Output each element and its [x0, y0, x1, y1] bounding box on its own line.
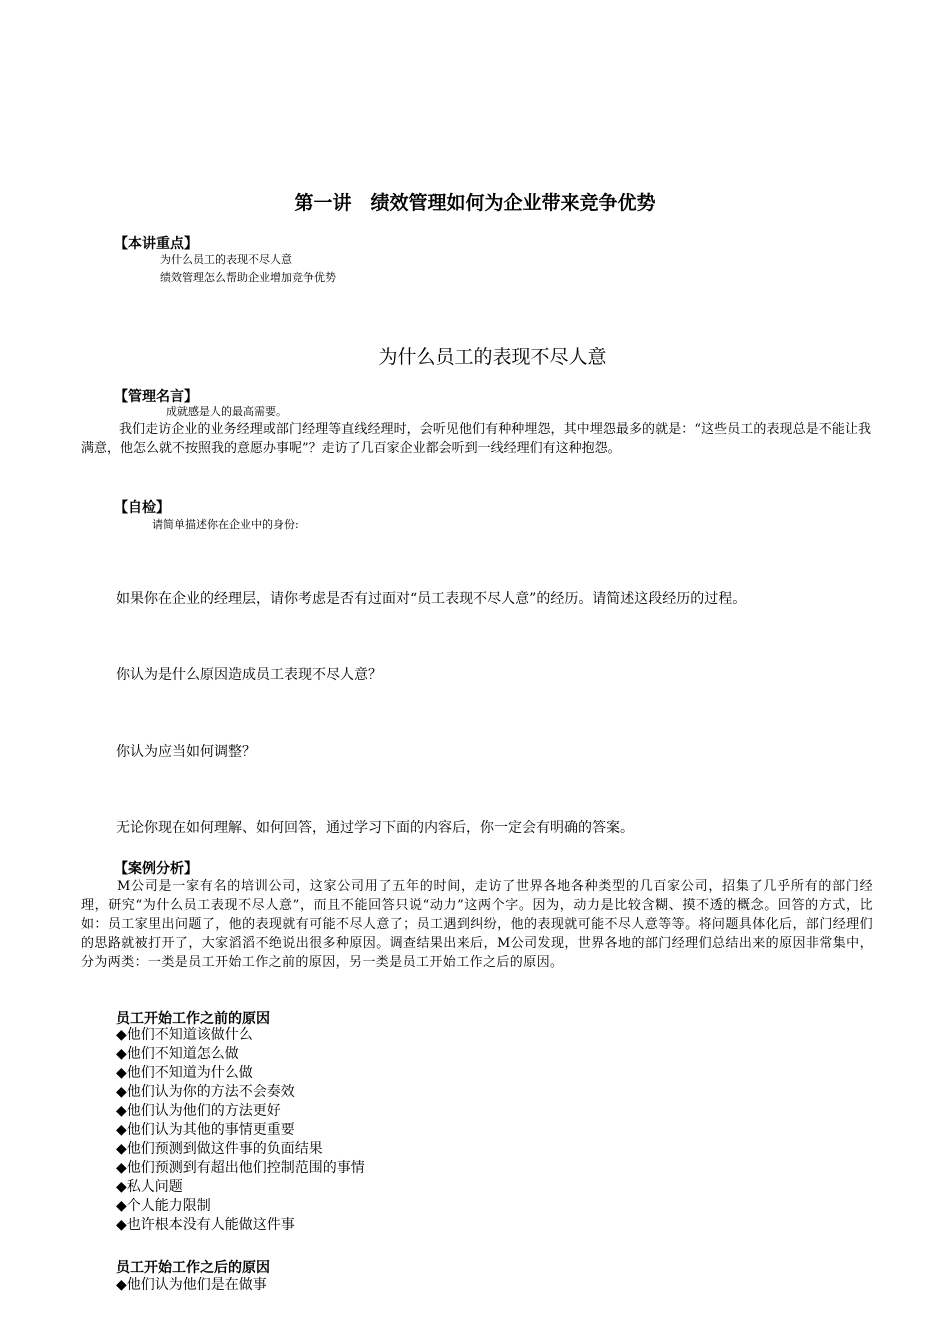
intro-paragraph: 我们走访企业的业务经理或部门经理等直线经理时，会听见他们有种种埋怨，其中埋怨最多的就是：“这些员工的表现总是不能让我满意，他怎么就不按照我的意愿办事呢”？走访了几百家企业都会听到一线经理们有这种抱怨。 — [81, 422, 871, 456]
list-item: ◆他们预测到做这件事的负面结果 — [116, 1141, 323, 1157]
list-item: ◆他们认为他们是在做事 — [116, 1277, 267, 1293]
key-points-tag: 【本讲重点】 — [114, 236, 198, 252]
question-1: 如果你在企业的经理层，请你考虑是否有过面对“员工表现不尽人意”的经历。请简述这段经历的过程。 — [116, 591, 747, 607]
question-3: 你认为应当如何调整？ — [116, 744, 256, 760]
quote-tag: 【管理名言】 — [114, 389, 198, 405]
case-tag: 【案例分析】 — [114, 861, 198, 877]
key-point-item: 为什么员工的表现不尽人意 — [160, 253, 292, 266]
list-item: ◆他们认为其他的事情更重要 — [116, 1122, 295, 1138]
list-item: ◆他们不知道为什么做 — [116, 1065, 253, 1081]
list-item: ◆私人问题 — [116, 1179, 183, 1195]
key-point-item: 绩效管理怎么帮助企业增加竞争优势 — [160, 271, 336, 284]
list-item: ◆他们不知道怎么做 — [116, 1046, 239, 1062]
question-2: 你认为是什么原因造成员工表现不尽人意？ — [116, 667, 382, 683]
before-work-list — [116, 1026, 365, 1235]
after-work-list — [116, 1276, 267, 1295]
lecture-title: 第一讲 绩效管理如何为企业带来竞争优势 — [294, 192, 656, 214]
list-item: ◆他们认为你的方法不会奏效 — [116, 1084, 295, 1100]
closing-statement: 无论你现在如何理解、如何回答，通过学习下面的内容后，你一定会有明确的答案。 — [116, 820, 634, 836]
case-paragraph: M公司是一家有名的培训公司，这家公司用了五年的时间，走访了世界各地各种类型的几百家公司，招集了几乎所有的部门经理，研究“为什么员工表现不尽人意”，而且不能回答只说“动力”这两个字。因为，动力是比较含糊、摸不透的概念。回答的方式，比如：员工家里出问题了，他的表现就有可能不尽人意了；员工遇到纠纷，他的表现就可能不尽人意等等。将问题具体化后，部门经理们的思路就被打开了，大家滔滔不绝说出很多种原因。调查结果出来后，M公司发现，世界各地的部门经理们总结出来的原因非常集中，分为两类：一类是员工开始工作之前的原因，另一类是员工开始工作之后的原因。 — [81, 879, 873, 970]
after-work-heading: 员工开始工作之后的原因 — [116, 1260, 270, 1276]
self-check-tag: 【自检】 — [114, 500, 170, 516]
list-item: ◆他们预测到有超出他们控制范围的事情 — [116, 1160, 365, 1176]
list-item: ◆他们认为他们的方法更好 — [116, 1103, 281, 1119]
list-item: ◆个人能力限制 — [116, 1198, 211, 1214]
list-item: ◆他们不知道该做什么 — [116, 1027, 253, 1043]
before-work-heading: 员工开始工作之前的原因 — [116, 1011, 270, 1027]
list-item: ◆也许根本没有人能做这件事 — [116, 1217, 295, 1233]
self-check-prompt: 请简单描述你在企业中的身份: — [152, 518, 299, 531]
quote-text: 成就感是人的最高需要。 — [166, 405, 287, 418]
section-title: 为什么员工的表现不尽人意 — [378, 346, 607, 368]
